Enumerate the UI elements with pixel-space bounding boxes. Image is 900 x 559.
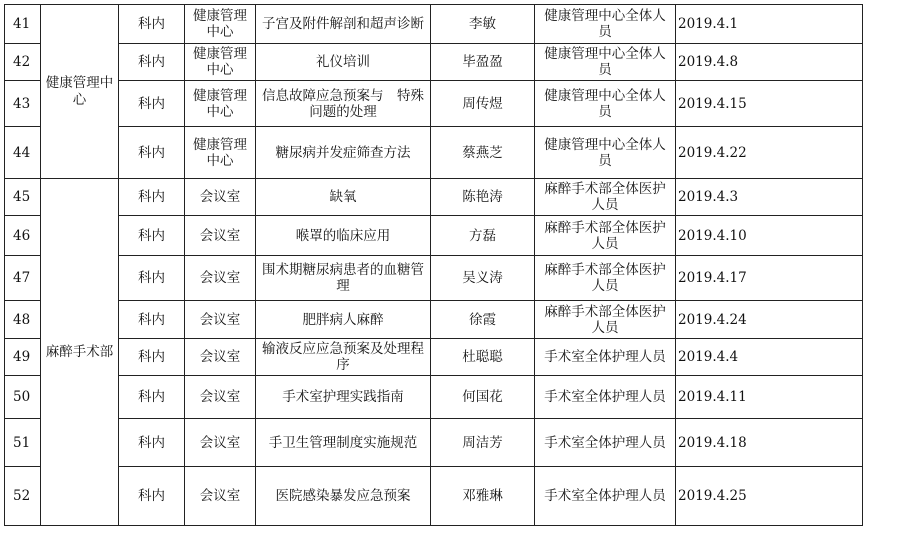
table-row <box>5 44 863 81</box>
date-cell: 2019.4.17 <box>676 256 863 301</box>
audience-cell: 麻醉手术部全体医护人员 <box>535 256 676 301</box>
date-cell: 2019.4.10 <box>676 216 863 256</box>
table-row <box>5 5 863 44</box>
topic-cell: 手卫生管理制度实施规范 <box>256 419 431 467</box>
date-cell: 2019.4.24 <box>676 301 863 339</box>
table-row <box>5 81 863 127</box>
date-cell: 2019.4.11 <box>676 376 863 419</box>
speaker-cell: 毕盈盈 <box>431 44 535 81</box>
topic-cell: 手术室护理实践指南 <box>256 376 431 419</box>
table-row <box>5 179 863 216</box>
location-cell: 健康管理中心 <box>185 44 256 81</box>
speaker-cell: 蔡燕芝 <box>431 127 535 179</box>
date-cell: 2019.4.15 <box>676 81 863 127</box>
date-cell: 2019.4.3 <box>676 179 863 216</box>
training-type-cell: 科内 <box>119 216 185 256</box>
topic-cell: 缺氧 <box>256 179 431 216</box>
speaker-cell: 徐霞 <box>431 301 535 339</box>
speaker-cell: 周传煜 <box>431 81 535 127</box>
speaker-cell: 方磊 <box>431 216 535 256</box>
location-cell: 会议室 <box>185 256 256 301</box>
row-number-cell: 49 <box>5 339 41 376</box>
row-number-cell: 48 <box>5 301 41 339</box>
topic-cell: 输液反应应急预案及处理程序 <box>256 339 431 376</box>
topic-cell: 喉罩的临床应用 <box>256 216 431 256</box>
table-row <box>5 467 863 526</box>
speaker-cell: 李敏 <box>431 5 535 44</box>
row-number-cell: 42 <box>5 44 41 81</box>
topic-cell: 子宫及附件解剖和超声诊断 <box>256 5 431 44</box>
speaker-cell: 吴义涛 <box>431 256 535 301</box>
topic-cell: 围术期糖尿病患者的血糖管理 <box>256 256 431 301</box>
location-cell: 健康管理中心 <box>185 5 256 44</box>
audience-cell: 手术室全体护理人员 <box>535 376 676 419</box>
speaker-cell: 杜聪聪 <box>431 339 535 376</box>
table-row <box>5 339 863 376</box>
training-type-cell: 科内 <box>119 179 185 216</box>
row-number-cell: 50 <box>5 376 41 419</box>
row-number-cell: 43 <box>5 81 41 127</box>
audience-cell: 健康管理中心全体人员 <box>535 81 676 127</box>
speaker-cell: 邓雅琳 <box>431 467 535 526</box>
date-cell: 2019.4.18 <box>676 419 863 467</box>
topic-cell: 信息故障应急预案与 特殊问题的处理 <box>256 81 431 127</box>
audience-cell: 麻醉手术部全体医护人员 <box>535 216 676 256</box>
location-cell: 会议室 <box>185 216 256 256</box>
topic-cell: 糖尿病并发症筛查方法 <box>256 127 431 179</box>
training-schedule-table <box>4 4 863 526</box>
audience-cell: 麻醉手术部全体医护人员 <box>535 179 676 216</box>
date-cell: 2019.4.22 <box>676 127 863 179</box>
department-cell: 麻醉手术部 <box>41 179 119 526</box>
training-type-cell: 科内 <box>119 127 185 179</box>
row-number-cell: 46 <box>5 216 41 256</box>
audience-cell: 健康管理中心全体人员 <box>535 127 676 179</box>
row-number-cell: 41 <box>5 5 41 44</box>
location-cell: 会议室 <box>185 419 256 467</box>
row-number-cell: 52 <box>5 467 41 526</box>
row-number-cell: 51 <box>5 419 41 467</box>
table-row <box>5 216 863 256</box>
table-row <box>5 127 863 179</box>
date-cell: 2019.4.4 <box>676 339 863 376</box>
topic-cell: 医院感染暴发应急预案 <box>256 467 431 526</box>
audience-cell: 手术室全体护理人员 <box>535 339 676 376</box>
date-cell: 2019.4.8 <box>676 44 863 81</box>
topic-cell: 肥胖病人麻醉 <box>256 301 431 339</box>
audience-cell: 健康管理中心全体人员 <box>535 5 676 44</box>
table-row <box>5 376 863 419</box>
training-type-cell: 科内 <box>119 44 185 81</box>
table-row <box>5 301 863 339</box>
audience-cell: 麻醉手术部全体医护人员 <box>535 301 676 339</box>
training-type-cell: 科内 <box>119 301 185 339</box>
training-type-cell: 科内 <box>119 419 185 467</box>
location-cell: 健康管理中心 <box>185 81 256 127</box>
location-cell: 会议室 <box>185 339 256 376</box>
training-type-cell: 科内 <box>119 5 185 44</box>
location-cell: 健康管理中心 <box>185 127 256 179</box>
topic-cell: 礼仪培训 <box>256 44 431 81</box>
speaker-cell: 陈艳涛 <box>431 179 535 216</box>
date-cell: 2019.4.1 <box>676 5 863 44</box>
table-body <box>5 5 863 526</box>
table-row <box>5 256 863 301</box>
department-cell: 健康管理中心 <box>41 5 119 179</box>
location-cell: 会议室 <box>185 179 256 216</box>
audience-cell: 手术室全体护理人员 <box>535 419 676 467</box>
training-type-cell: 科内 <box>119 376 185 419</box>
speaker-cell: 何国花 <box>431 376 535 419</box>
audience-cell: 健康管理中心全体人员 <box>535 44 676 81</box>
training-type-cell: 科内 <box>119 467 185 526</box>
location-cell: 会议室 <box>185 301 256 339</box>
location-cell: 会议室 <box>185 376 256 419</box>
table-row <box>5 419 863 467</box>
row-number-cell: 44 <box>5 127 41 179</box>
row-number-cell: 47 <box>5 256 41 301</box>
training-type-cell: 科内 <box>119 81 185 127</box>
location-cell: 会议室 <box>185 467 256 526</box>
row-number-cell: 45 <box>5 179 41 216</box>
date-cell: 2019.4.25 <box>676 467 863 526</box>
training-type-cell: 科内 <box>119 256 185 301</box>
training-type-cell: 科内 <box>119 339 185 376</box>
audience-cell: 手术室全体护理人员 <box>535 467 676 526</box>
speaker-cell: 周洁芳 <box>431 419 535 467</box>
